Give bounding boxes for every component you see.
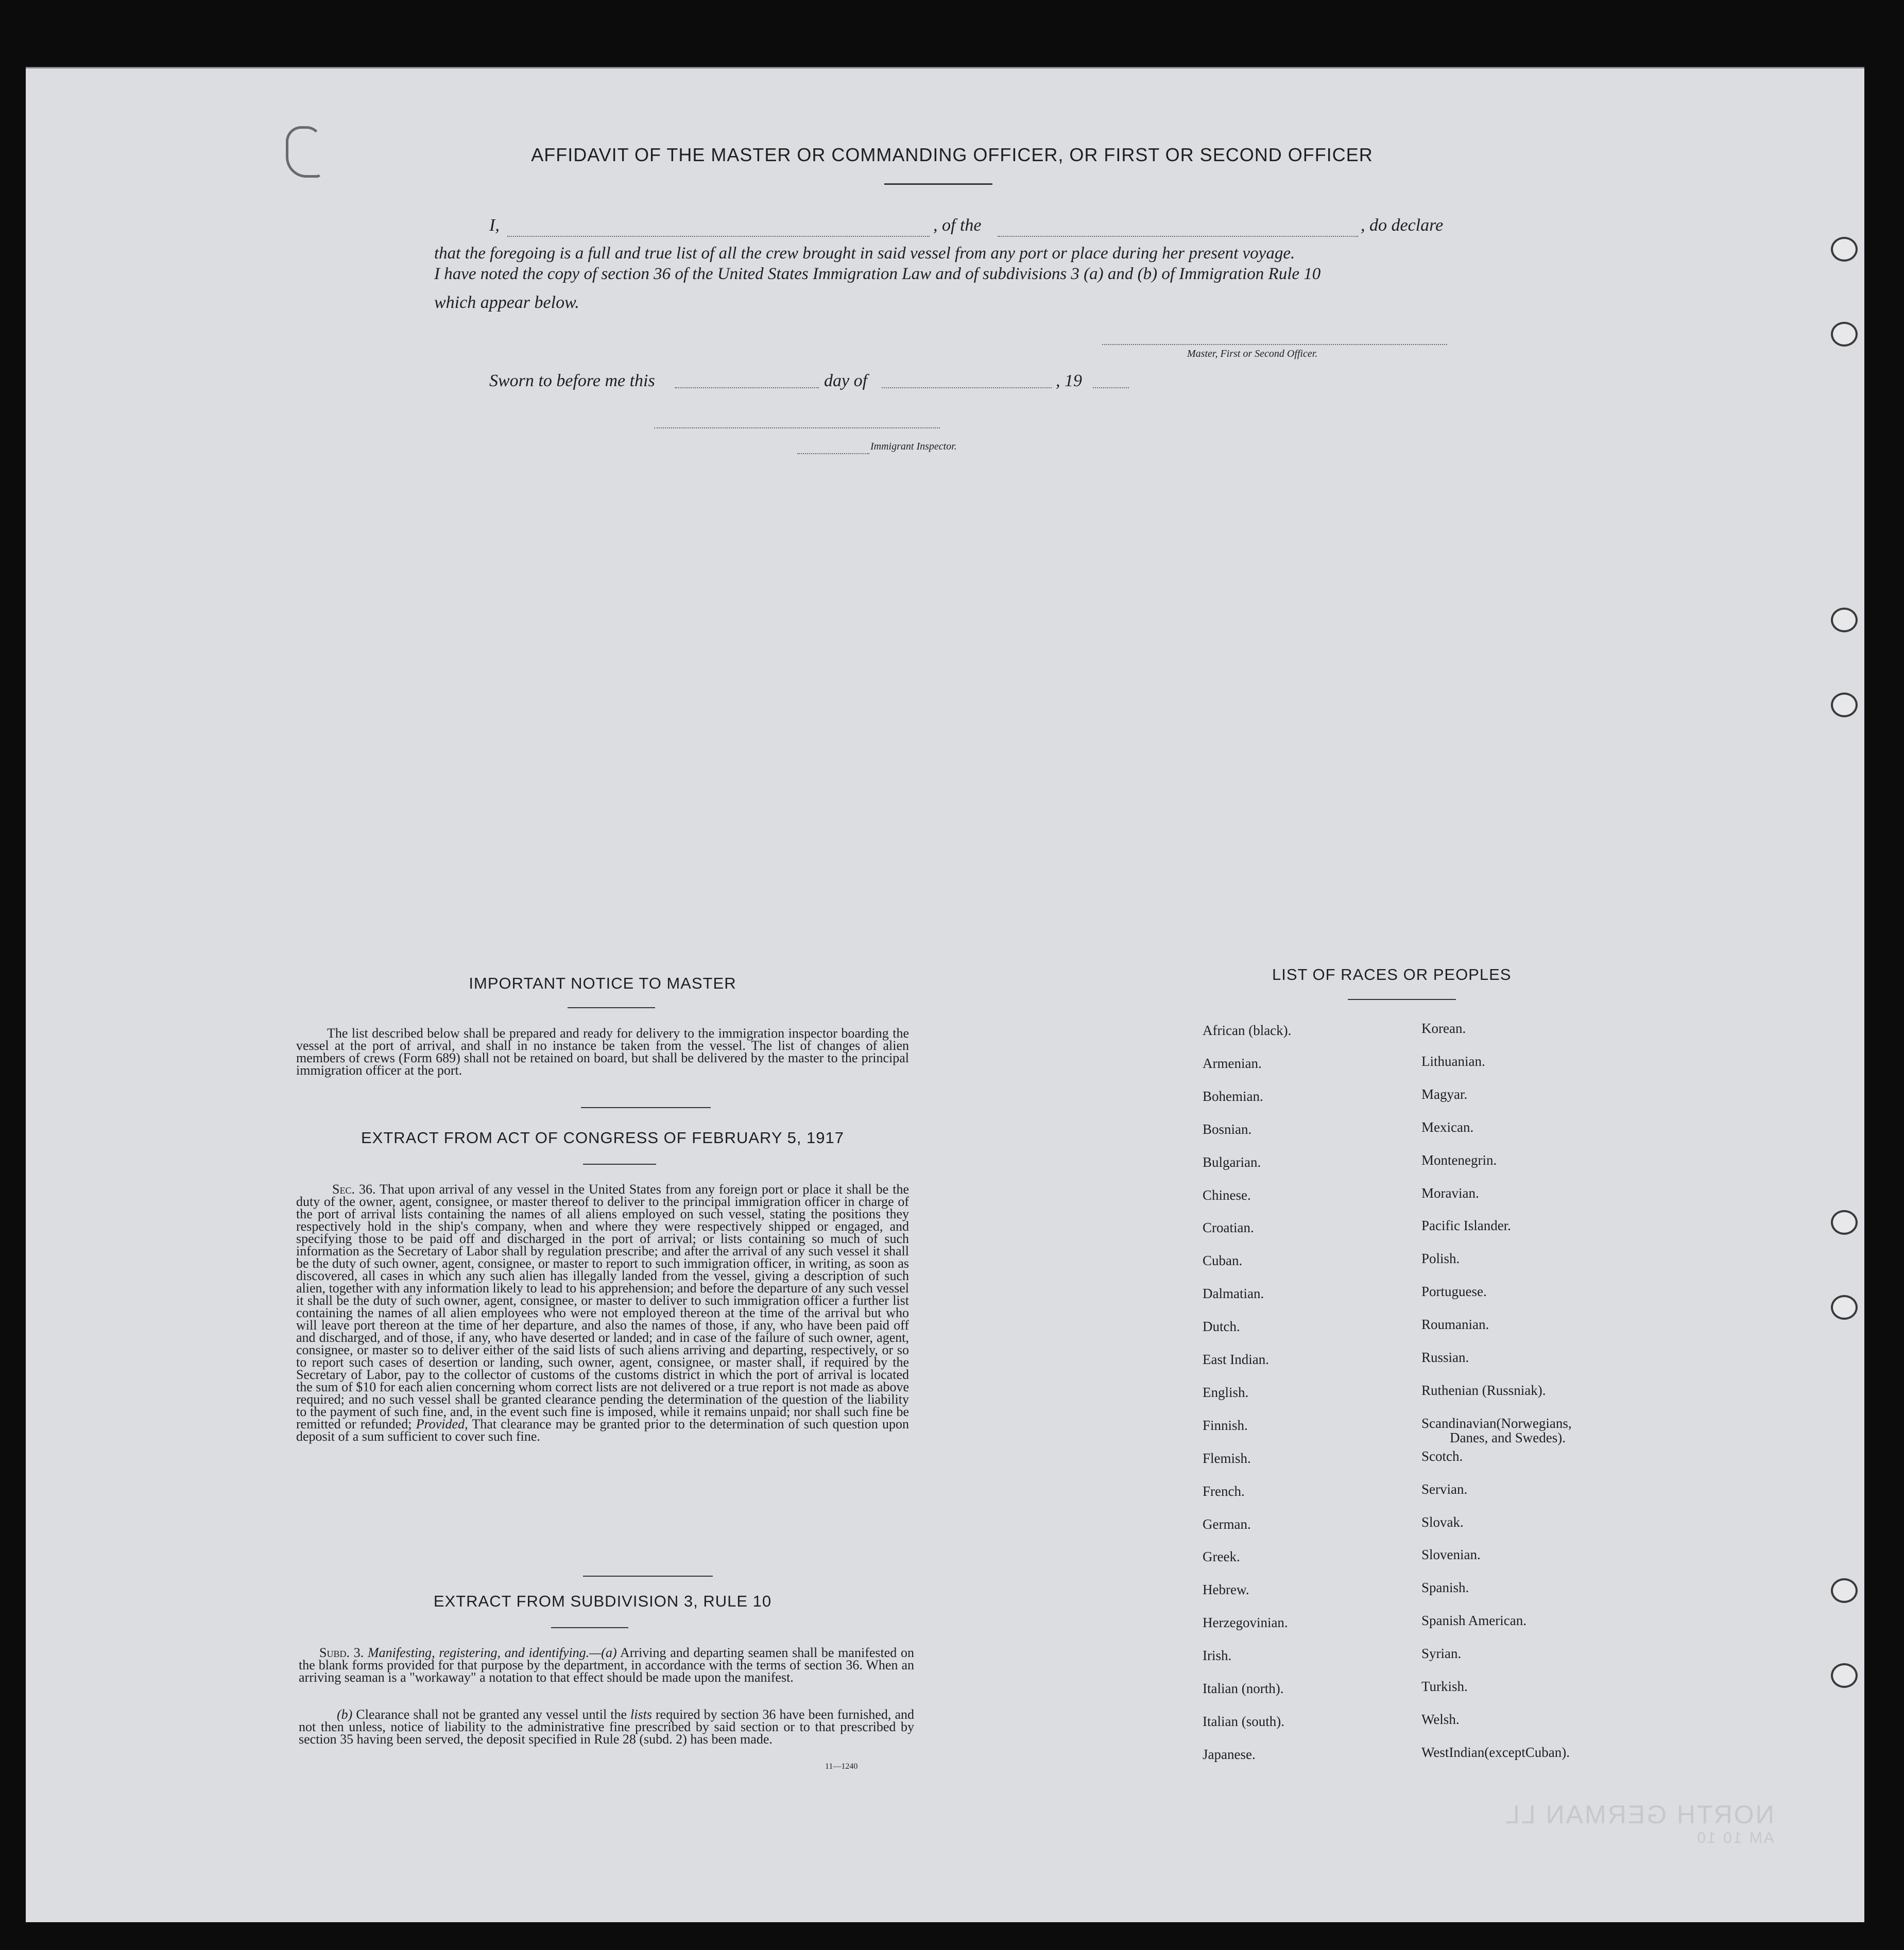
section-text-end: That clearance may be granted prior to the determination of such question upon deposit of a sum sufficient to cover such fine. [296, 1417, 910, 1444]
section-label: Sec. 36. [332, 1182, 376, 1197]
race-item: Syrian. [1421, 1646, 1462, 1662]
race-item-continuation: Danes, and Swedes). [1450, 1429, 1566, 1445]
subd-text-a: Arriving and departing seamen shall be manifested on the blank forms provided for that purpose by the department, in accordance with the terms of section 36. When an arriving seaman is a "workaway" a notation to that effect should be made upon the manifest. [299, 1645, 915, 1685]
inspector-label: Immigrant Inspector. [870, 441, 957, 452]
affidavit-line-3: I have noted the copy of section 36 of the United States Immigration Law and of subdivisions 3 (a) and (b) of Immigration Rule 10 [434, 265, 1321, 283]
race-item: French. [1203, 1483, 1245, 1499]
divider [884, 183, 992, 185]
affidavit-title: AFFIDAVIT OF THE MASTER OR COMMANDING OFFICER, OR FIRST OR SECOND OFFICER [531, 144, 1373, 165]
vessel-field[interactable] [998, 236, 1358, 237]
sworn-year-field[interactable] [1093, 387, 1129, 388]
race-item: Pacific Islander. [1421, 1218, 1511, 1234]
race-item: Dutch. [1203, 1319, 1240, 1335]
bleed-through-stamp [1504, 1800, 1774, 1847]
race-item: Flemish. [1203, 1450, 1251, 1466]
race-item: Dalmatian. [1203, 1286, 1264, 1302]
subd-label: Subd. 3. [319, 1645, 364, 1660]
name-field[interactable] [507, 236, 930, 237]
race-item: Servian. [1421, 1481, 1468, 1497]
affidavit-line-4: which appear below. [434, 293, 579, 312]
rule-para-a [299, 1647, 914, 1684]
race-item: Finnish. [1203, 1417, 1248, 1433]
binder-hole [1831, 1210, 1858, 1235]
race-item: Irish. [1203, 1648, 1232, 1664]
section-text: That upon arrival of any vessel in the United States from any foreign port or place it shall be the duty of the owner, agent, consignee, or master thereof to deliver to the principal immigration officer in charge of the port of arrival lists containing the names of all aliens employed on such vessel, stating the positions they respectively hold in the ship's company, when and where they were respectively shipped or engaged, and specifying those to be paid off and discharged in the port of arrival; or lists containing so much of such information as the Secretary of Labor shall by regulation prescribe; and after the arrival of any such vessel it shall be the duty of such owner, agent, consignee, or master to report to such immigration officer, in writing, as soon as discovered, all cases in which any such alien has illegally landed from the vessel, giving a description of such alien, together with any information likely to lead to his apprehension; and before the departure of any such vessel it shall be the duty of such owner, agent, consignee, or master to deliver to such immigration officer a further list containing the names of all alien employees who were not employed thereon at the time of the arrival but who will leave port thereon at the time of her departure, and also the names of those, if any, who have been paid off and discharged, and of those, if any, who have deserted or landed; and in case of the failure of such owner, agent, consignee, or master so to deliver either of the said lists of such aliens arriving and departing, respectively, or so to report such cases of desertion or landing, such owner, agent, consignee, or master shall, if required by the Secretary of Labor, pay to the collector of customs of the customs district in which the port of arrival is located the sum of $10 for each alien concerning whom correct lists are not delivered or a true report is not made as above required; and no such vessel shall be granted clearance pending the determination of the question of the liability to the payment of such fine, and, in the event such fine is imposed, while it remains unpaid; nor shall such fine be remitted or refunded; [296, 1182, 910, 1431]
binder-hole [1831, 693, 1858, 717]
notice-title: IMPORTANT NOTICE TO MASTER [469, 974, 736, 992]
rule-title: EXTRACT FROM SUBDIVISION 3, RULE 10 [433, 1592, 772, 1610]
race-item: Polish. [1421, 1251, 1460, 1267]
race-item: Bosnian. [1203, 1121, 1252, 1137]
race-item: Slovak. [1421, 1514, 1464, 1530]
race-item: Spanish. [1421, 1580, 1469, 1596]
act-title: EXTRACT FROM ACT OF CONGRESS OF FEBRUARY 5, 1917 [361, 1129, 845, 1147]
notice-text: The list described below shall be prepared and ready for delivery to the immigration inspector boarding the vessel at the port of arrival, and shall in no instance be taken from the vessel. The list of changes of alien members of crews (Form 689) shall not be retained on board, but shall be delivered by the master to the principal immigration officer at the port. [296, 1026, 909, 1078]
subd-heading: Manifesting, registering, and identifying.—(a) [367, 1645, 617, 1660]
divider [583, 1576, 713, 1577]
rule-para-b [299, 1709, 914, 1746]
binder-hole [1831, 1578, 1858, 1603]
races-title: LIST OF RACES OR PEOPLES [1272, 965, 1512, 983]
divider [568, 1007, 655, 1008]
race-item: Slovenian. [1421, 1547, 1481, 1563]
divider [581, 1107, 711, 1108]
sworn-text: Sworn to before me this [489, 371, 655, 390]
race-item: Armenian. [1203, 1055, 1262, 1071]
race-item: Spanish American. [1421, 1613, 1526, 1629]
affidavit-i: I, [489, 216, 500, 235]
sworn-day-field[interactable] [675, 387, 819, 388]
race-item: WestIndian(exceptCuban). [1421, 1744, 1570, 1760]
race-item: Russian. [1421, 1350, 1469, 1365]
provided-label: Provided, [416, 1417, 468, 1431]
master-signature-label: Master, First or Second Officer. [1187, 348, 1318, 359]
race-item: Italian (south). [1203, 1713, 1284, 1729]
day-of-text: day of [824, 371, 868, 390]
race-item: Mexican. [1421, 1119, 1474, 1135]
race-item: Bohemian. [1203, 1088, 1263, 1104]
divider [1348, 999, 1456, 1000]
race-item: Portuguese. [1421, 1284, 1487, 1300]
form-sheet [26, 67, 1864, 1922]
sworn-month-field[interactable] [882, 387, 1052, 388]
para-b-text-2: required by section 36 have been furnished, and not then unless, notice of liability to the administrative fine prescribed by said section or to that prescribed by section 35 having been served, the deposit specified in Rule 28 (subd. 2) has been made. [299, 1707, 914, 1747]
race-item: Scandinavian(Norwegians, [1421, 1415, 1572, 1431]
race-item: Ruthenian (Russniak). [1421, 1382, 1546, 1398]
inspector-leader-dots [797, 453, 869, 454]
affidavit-of-the: , of the [933, 216, 982, 235]
inspector-signature-field[interactable] [654, 427, 940, 428]
race-item: English. [1203, 1384, 1249, 1400]
race-item: Lithuanian. [1421, 1053, 1485, 1069]
affidavit-do-declare: , do declare [1361, 216, 1444, 235]
race-item: East Indian. [1203, 1352, 1269, 1367]
race-item: Croatian. [1203, 1220, 1254, 1236]
form-number: 11—1240 [825, 1762, 858, 1771]
binder-hole [1831, 322, 1858, 347]
divider [583, 1164, 656, 1165]
divider [551, 1627, 628, 1628]
race-item: Welsh. [1421, 1711, 1460, 1727]
race-item: Italian (north). [1203, 1681, 1284, 1696]
para-b-label: (b) [337, 1707, 353, 1722]
year-prefix: , 19 [1056, 371, 1082, 390]
race-item: Hebrew. [1203, 1582, 1249, 1598]
race-item: Cuban. [1203, 1253, 1243, 1269]
race-item: Bulgarian. [1203, 1154, 1261, 1170]
race-item: Montenegrin. [1421, 1152, 1497, 1168]
affidavit-line-2: that the foregoing is a full and true list of all the crew brought in said vessel from any port or place during her present voyage. [434, 244, 1295, 263]
binder-hole [1831, 1663, 1858, 1688]
race-item: Scotch. [1421, 1448, 1463, 1464]
binder-hole [1831, 237, 1858, 262]
race-item: Greek. [1203, 1549, 1240, 1565]
race-item: Roumanian. [1421, 1317, 1489, 1333]
binder-hole [1831, 608, 1858, 632]
race-item: Moravian. [1421, 1185, 1479, 1201]
race-item: Korean. [1421, 1021, 1466, 1036]
race-item: Magyar. [1421, 1086, 1468, 1102]
act-text [296, 1183, 909, 1443]
race-item: African (black). [1203, 1023, 1292, 1038]
stamp-line-2: AM 10 10 [1695, 1830, 1774, 1847]
para-b-text-1: Clearance shall not be granted any vessel until the [356, 1707, 627, 1722]
race-item: Chinese. [1203, 1187, 1251, 1203]
race-item: Turkish. [1421, 1679, 1468, 1694]
race-item: Herzegovinian. [1203, 1615, 1288, 1631]
para-b-lists: lists [630, 1707, 652, 1722]
race-item: German. [1203, 1516, 1251, 1532]
pen-mark [286, 126, 322, 178]
binder-hole [1831, 1295, 1858, 1320]
race-item: Japanese. [1203, 1746, 1256, 1762]
master-signature-field[interactable] [1102, 344, 1447, 345]
stamp-line-1: NORTH GERMAN LL [1504, 1800, 1774, 1829]
